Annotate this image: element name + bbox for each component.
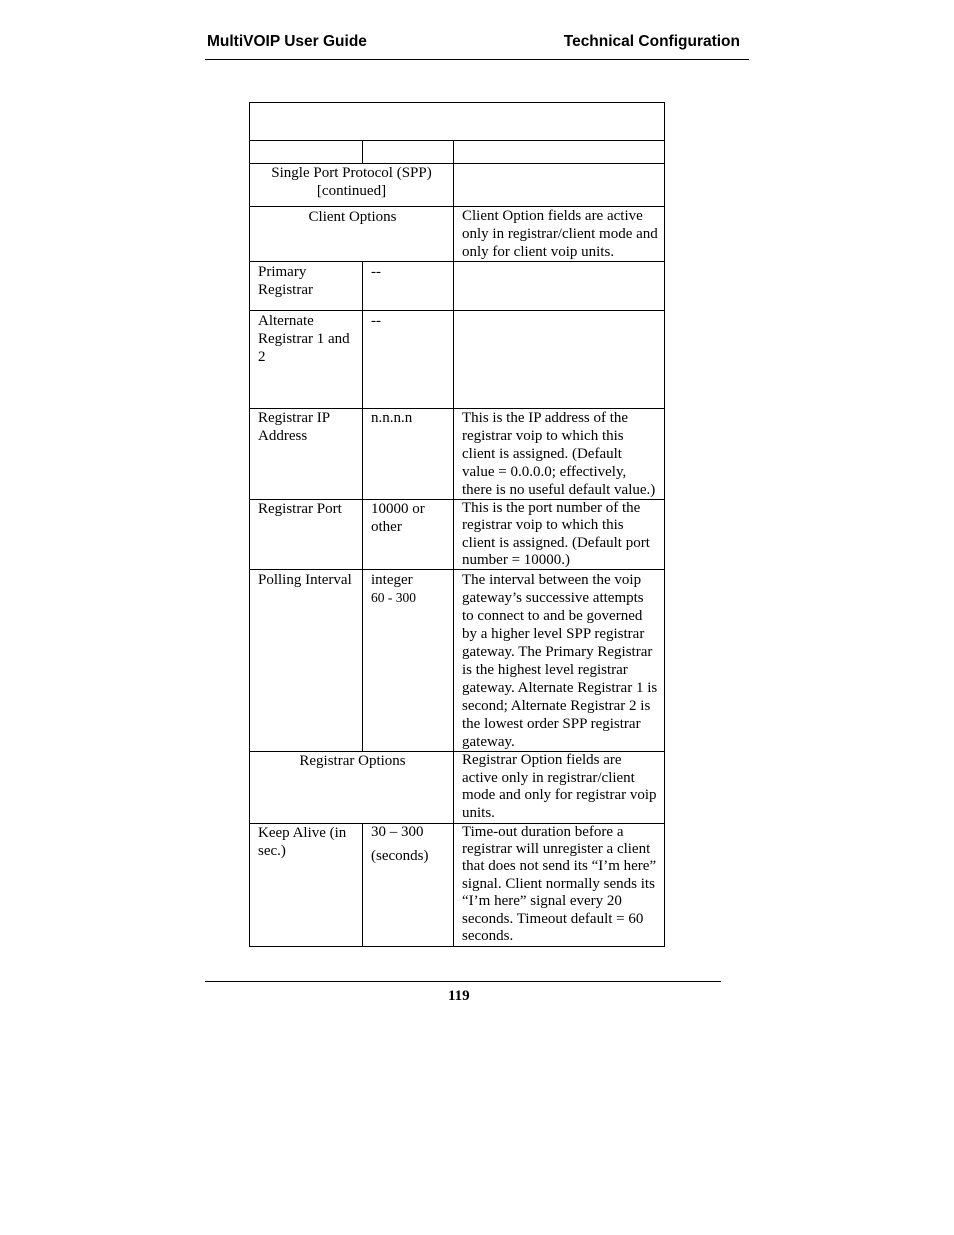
field-values: 10000 or other [363,500,454,570]
header-cell-description [454,141,665,164]
table-title-cell [250,103,665,141]
section-row-spp [250,164,665,207]
field-name: Keep Alive (in sec.) [250,823,363,946]
table-row [250,311,665,409]
field-description: The interval between the voip gateway’s successive attempts to connect to and be governed by a higher level SPP registrar gateway. The Primary Registrar is the highest level registrar gateway. Alternate Registrar 1 is second; Alternate Registrar 2 is the lowest order SPP registrar gateway. [454,570,665,752]
header-rule [205,59,749,60]
running-header-title: MultiVOIP User Guide [207,33,367,50]
section-label-spp: Single Port Protocol (SPP) [continued] [250,164,454,207]
spp-parameters-table [249,102,665,947]
section-label-client-options: Client Options [250,207,454,262]
field-values-type: integer [371,572,413,589]
field-values [363,570,454,752]
field-name: Polling Interval [250,570,363,752]
table-title-row [250,103,665,141]
table-row [250,262,665,311]
table-row [250,823,665,946]
table-header-row [250,141,665,164]
table-row [250,500,665,570]
section-desc-client-options: Client Option fields are active only in registrar/client mode and only for client voip units. [454,207,665,262]
header-cell-values [363,141,454,164]
field-values-range: 30 – 300 [371,823,424,840]
running-header-section: Technical Configuration [563,33,740,50]
field-values-unit: (seconds) [371,847,429,864]
section-desc-spp [454,164,665,207]
section-row-client-options [250,207,665,262]
field-values: n.n.n.n [363,409,454,500]
page-number: 119 [448,988,470,1004]
section-label-registrar-options: Registrar Options [250,752,454,823]
field-name: Registrar IP Address [250,409,363,500]
field-name: Alternate Registrar 1 and 2 [250,311,363,409]
field-description: This is the port number of the registrar voip to which this client is assigned. (Default port number = 10000.) [454,500,665,570]
section-row-registrar-options [250,752,665,823]
footer-rule [205,981,721,982]
field-description [454,311,665,409]
field-values: -- [363,262,454,311]
field-description [454,262,665,311]
field-name: Primary Registrar [250,262,363,311]
field-description: This is the IP address of the registrar voip to which this client is assigned. (Default value = 0.0.0.0; effectively, there is no useful default value.) [454,409,665,500]
table-row [250,409,665,500]
field-values-range: 60 - 300 [371,590,416,606]
field-name: Registrar Port [250,500,363,570]
field-values: -- [363,311,454,409]
table-row [250,570,665,752]
field-values [363,823,454,946]
field-description: Time-out duration before a registrar will unregister a client that does not send its “I’m here” signal. Client normally sends its “I’m here” signal every 20 seconds. Timeout default = 60 seconds. [454,823,665,946]
section-desc-registrar-options: Registrar Option fields are active only in registrar/client mode and only for registrar voip units. [454,752,665,823]
header-cell-field [250,141,363,164]
